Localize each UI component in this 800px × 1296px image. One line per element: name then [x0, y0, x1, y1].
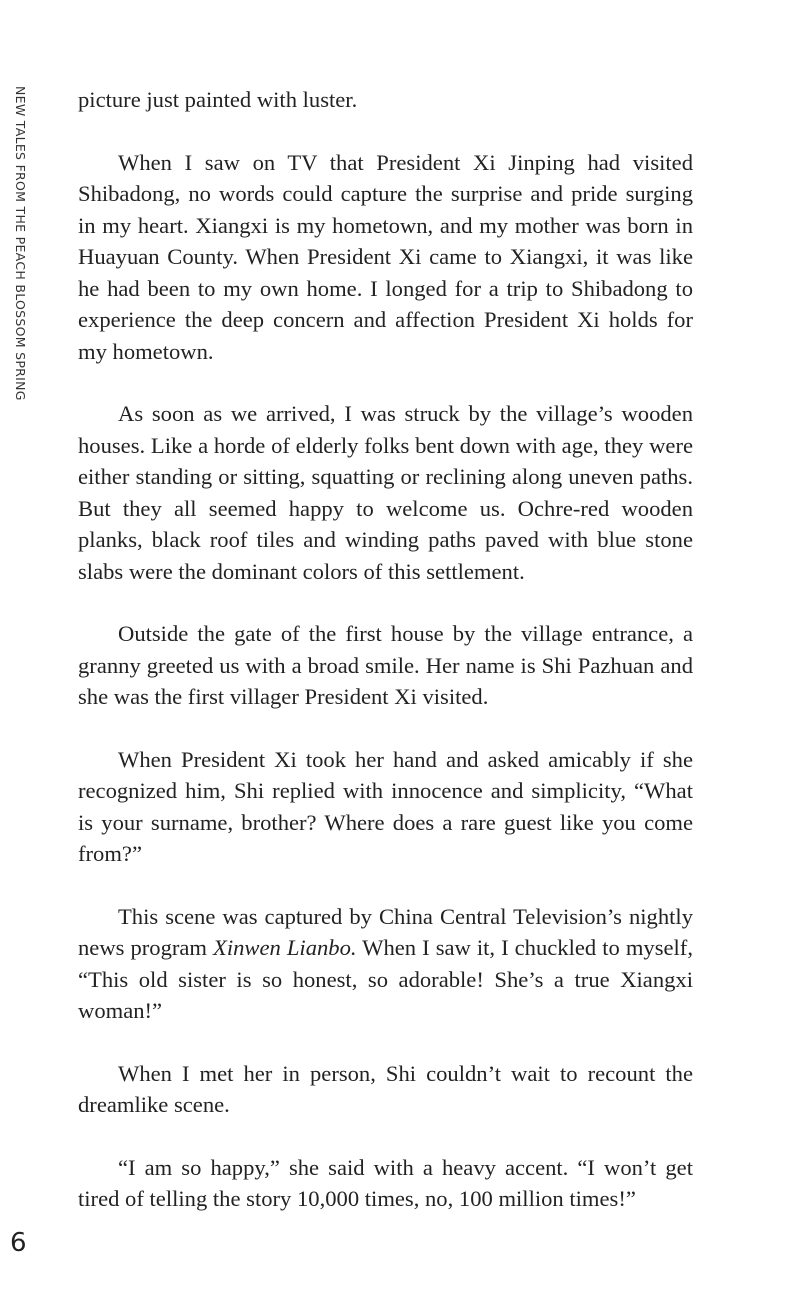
paragraph-news-after: When I saw it, I chuckled to myself, “This old sister is so honest, so adorable! She’s a true Xiangxi woman!”: [78, 935, 693, 1023]
paragraph-tv-visit: When I saw on TV that President Xi Jinping had visited Shibadong, no words could capture the surprise and pride surging in my heart. Xiangxi is my hometown, and my mother was born in Huayuan County. When President Xi came to Xiangxi, it was like he had been to my own home. I longed for a trip to Shibadong to experience the deep concern and affection President Xi holds for my hometown.: [78, 149, 693, 364]
body-text: [78, 84, 693, 1215]
page-number: 6: [10, 1228, 27, 1258]
paragraph-granny-greeting: Outside the gate of the first house by the village entrance, a granny greeted us with a broad smile. Her name is Shi Pazhuan and she was the first villager President Xi visited.: [78, 621, 693, 709]
paragraph-news-before: This scene was captured by China Central Television’s nightly news program: [78, 903, 693, 960]
paragraph-continuation: picture just painted with luster.: [78, 87, 358, 112]
running-head: NEW TALES FROM THE PEACH BLOSSOM SPRING: [13, 86, 28, 401]
program-title: Xinwen Lianbo.: [213, 935, 357, 960]
paragraph-quote-happy: “I am so happy,” she said with a heavy accent. “I won’t get tired of telling the story 10,000 times, no, 100 million times!”: [78, 1154, 693, 1211]
paragraph-in-person: When I met her in person, Shi couldn’t wait to recount the dreamlike scene.: [78, 1060, 693, 1117]
paragraph-recognition: When President Xi took her hand and asked amicably if she recognized him, Shi replied with innocence and simplicity, “What is your surname, brother? Where does a rare guest like you come from?”: [78, 746, 693, 866]
paragraph-wooden-houses: As soon as we arrived, I was struck by the village’s wooden houses. Like a horde of elderly folks bent down with age, they were either standing or sitting, squatting or reclining along uneven paths. But they all seemed happy to welcome us. Ochre-red wooden planks, black roof tiles and winding paths paved with blue stone slabs were the dominant colors of this settlement.: [78, 401, 693, 584]
paragraph-news-program: [78, 901, 693, 1027]
